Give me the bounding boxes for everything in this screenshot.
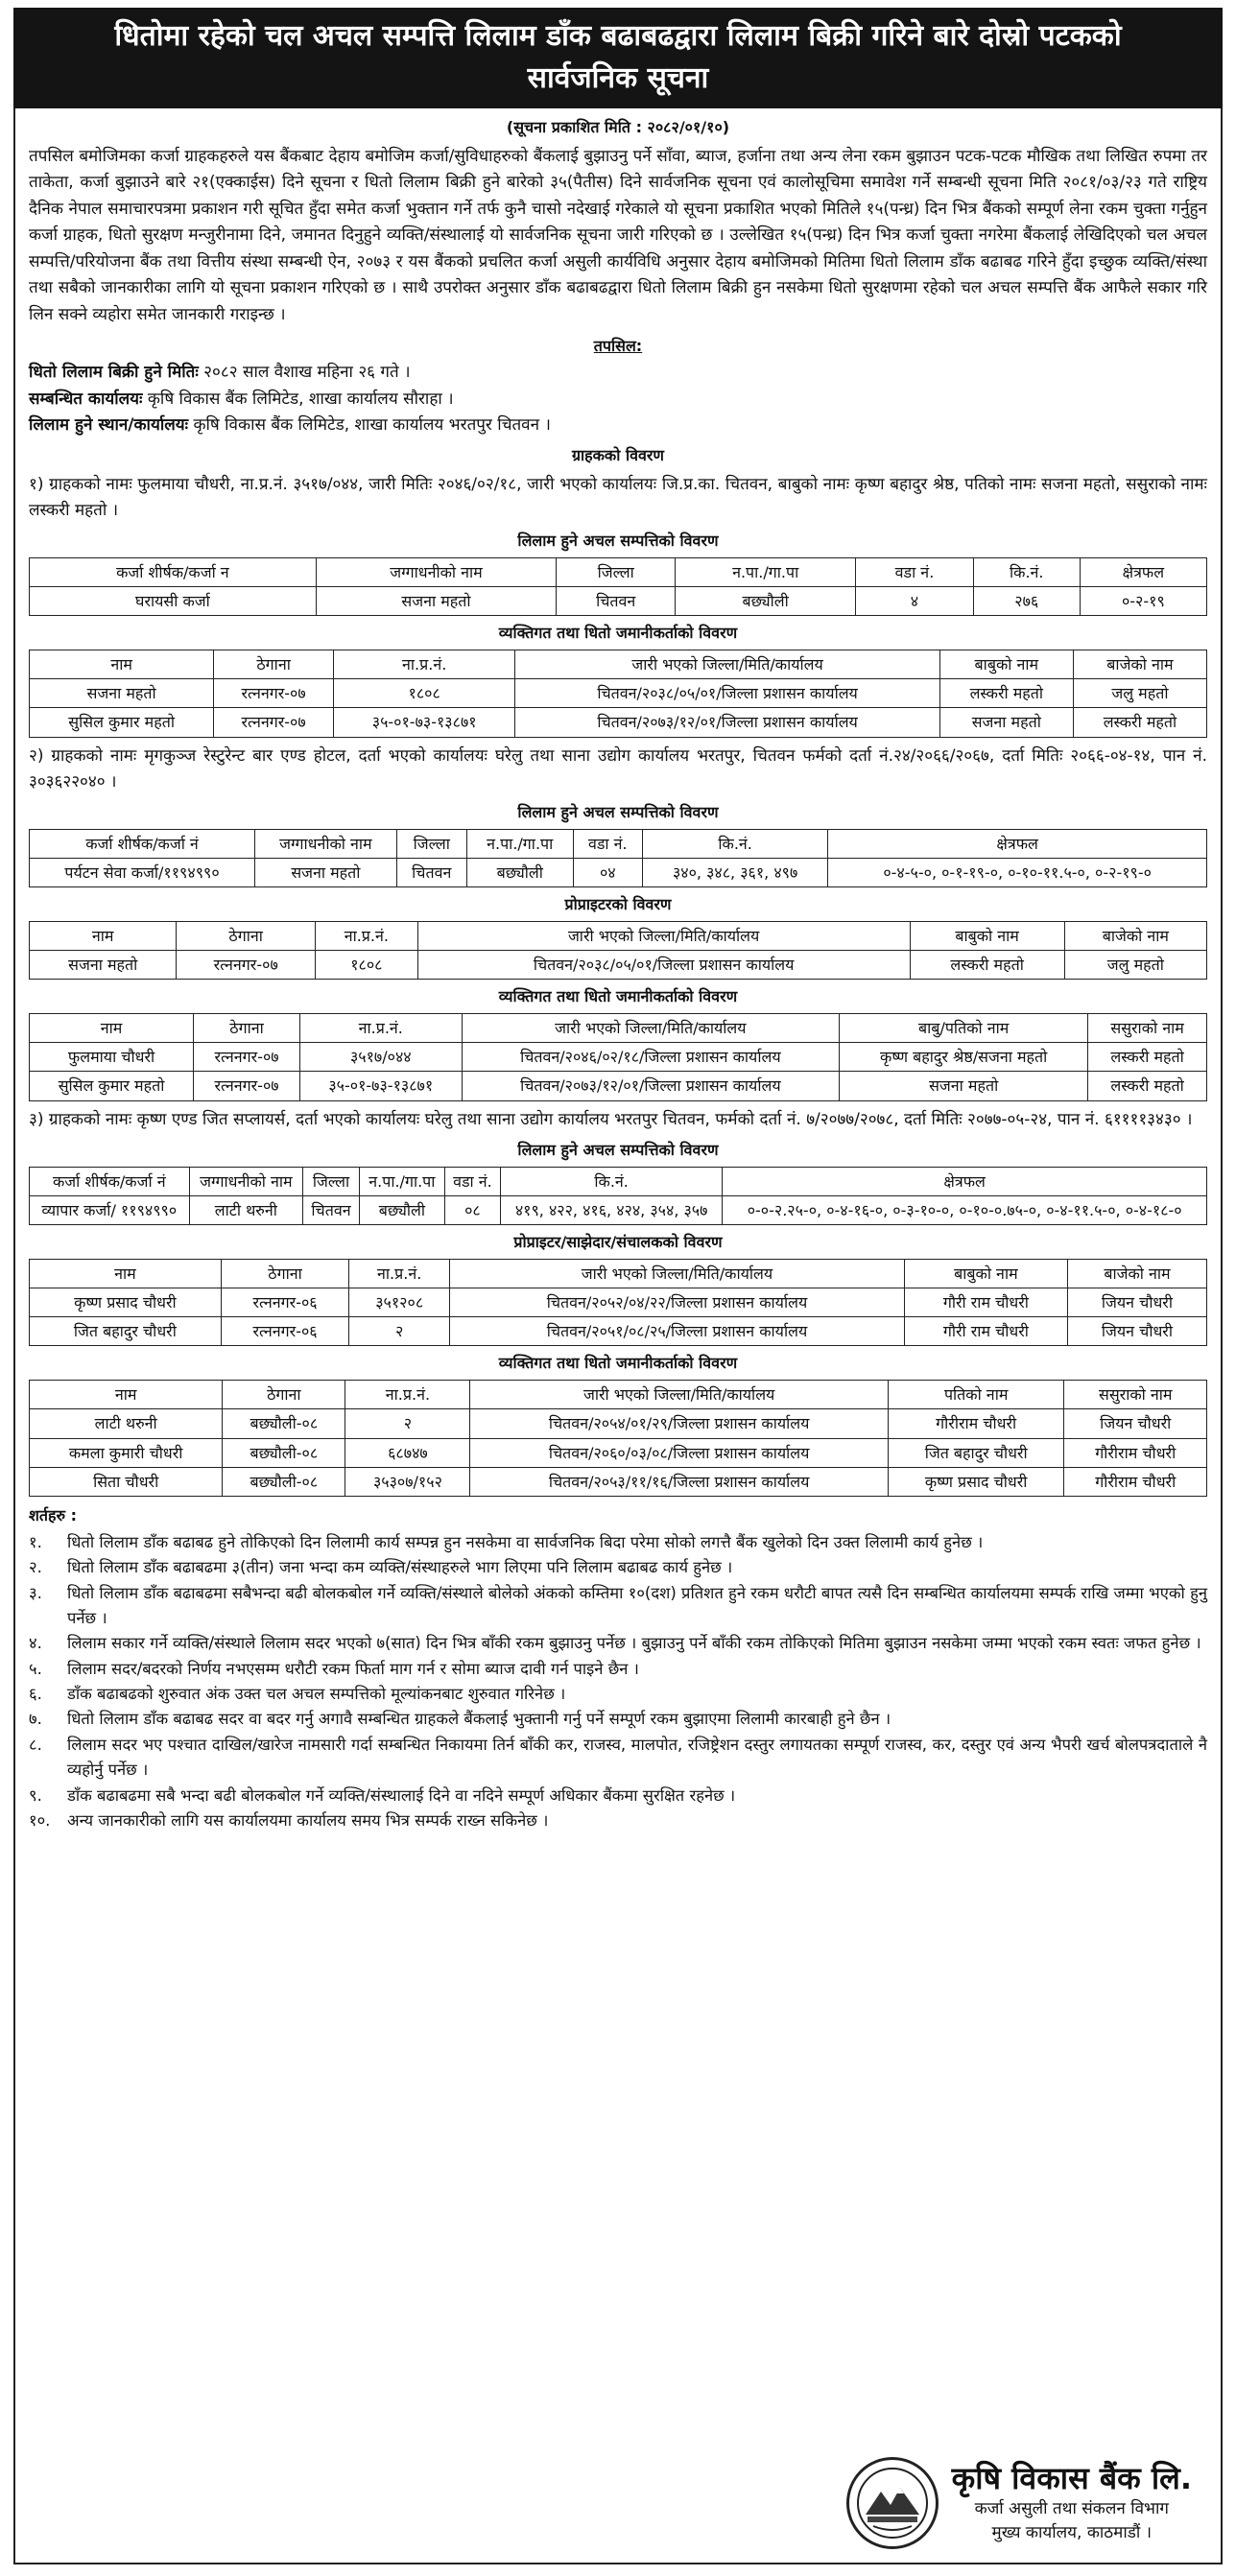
table-row [30,858,1207,886]
table-cell: जियन चौधरी [1067,1288,1206,1317]
term-item [29,1631,1207,1656]
term-text: धितो लिलाम डाँक बढाबढ हुने तोकिएको दिन लिलामी कार्य सम्पन्न हुन नसकेमा वा सार्वजनिक बिदा परेमा सोको लगत्तै बैंक खुलेको दिन उक्त लिलामी कार्य हुनेछ । [67,1532,984,1551]
borrower-3-text: ३) ग्राहकको नामः कृष्ण एण्ड जित सप्लायर्स, दर्ता भएको कार्यालयः घरेलु तथा साना उद्योग कार्यालय भरतपुर चितवन, फर्मको दर्ता नं. ७/२०७७/२०७८, दर्ता मितिः २०७७-०५-२४, पान नं. ६११११३४३० । [29,1109,1193,1129]
table-cell: चितवन/२०३८/०५/०१/जिल्ला प्रशासन कार्यालय [417,951,910,980]
term-item [29,1707,1207,1732]
table-cell: चितवन/२०७३/१२/०१/जिल्ला प्रशासन कार्यालय [515,708,939,737]
column-header: कर्जा शीर्षक/कर्जा नं [30,1167,190,1195]
column-header: जारी भएको जिल्ला/मिति/कार्यालय [515,650,939,679]
table-cell: ३४०, ३४८, ३६१, ४९७ [642,858,827,886]
table-cell: ४१९, ४२२, ४१६, ४२४, ३५४, ३५७ [500,1195,722,1224]
column-header: ठेगाना [177,921,316,950]
column-header: जिल्ला [303,1167,360,1195]
terms-heading: शर्तहरु : [29,1505,78,1524]
column-header: नाम [30,1014,194,1043]
table-cell: जियन चौधरी [1067,1317,1206,1346]
column-header: क्षेत्रफल [723,1167,1207,1195]
table-header-row [30,1014,1207,1043]
column-header: जारी भएको जिल्ला/मिति/कार्यालय [462,1014,840,1043]
table-row [30,1467,1207,1496]
table-cell: चितवन/२०५२/०४/२२/जिल्ला प्रशासन कार्यालय [450,1288,905,1317]
term-item [29,1530,1207,1555]
term-text: धितो लिलाम डाँक बढाबढमा ३(तीन) जना भन्दा कम व्यक्ति/संस्थाहरुले भाग लिएमा पनि लिलाम बढाबढ कार्य हुनेछ । [67,1558,733,1577]
term-text: लिलाम सदर भए पश्चात दाखिल/खारेज नामसारी गर्दा सम्बन्धित निकायमा तिर्न बाँकी कर, राजस्व, मालपोत, रजिष्ट्रेशन दस्तुर लगायतका सम्पूर्ण राजस्व, कर, दस्तुर एवं अन्य भैपरी खर्च बोलपत्रदाताले नै व्यहोर्नु पर्नेछ । [67,1735,1207,1780]
table-cell: रत्ननगर-०६ [221,1288,349,1317]
term-number: ३. [29,1583,42,1602]
term-text: डाँक बढाबढमा सबै भन्दा बढी बोलकबोल गर्ने व्यक्ति/संस्थालाई दिने वा नदिने सम्पूर्ण अधिकार बैंकमा सुरक्षित रहनेछ । [67,1785,736,1805]
intro-paragraph: तपसिल बमोजिमका कर्जा ग्राहकहरुले यस बैंकबाट देहाय बमोजिम कर्जा/सुविधाहरुको बैंकलाई बुझाउनु पर्ने साँवा, ब्याज, हर्जाना तथा अन्य लेना रकम बुझाउन पटक-पटक मौखिक तथा लिखित रुपमा तर ताकेता, कर्जा बुझाउने बारे २१(एक्काईस) दिने सूचना र धितो लिलाम बिक्री हुने बारेको ३५(पैतीस) दिने सार्वजनिक सूचना एवं कालोसूचिमा समावेश गर्ने सम्बन्धी सूचना मिति २०८१/०३/२३ गते राष्ट्रिय दैनिक नेपाल समाचारपत्रमा प्रकाशन गरी सूचित हुँदा समेत कर्जा भुक्तान गर्ने तर्फ कुनै चासो नदेखाई गरेकाले यो सूचना प्रकाशित भएको मितिले १५(पन्ध्र) दिन भित्र बैंकको सम्पूर्ण लेना रकम चुक्ता गर्नुहुन कर्जा ग्राहक, धितो सुरक्षण मन्जुरीनामा दिने, जमानत दिनुहुने व्यक्ति/संस्थालाई यो सार्वजनिक सूचना जारी गरिएको छ । उल्लेखित १५(पन्ध्र) दिन भित्र कर्जा चुक्ता नगरेमा बैंकलाई लेखिदिएको चल अचल सम्पत्ति/परियोजना बैंक तथा वित्तीय संस्था सम्बन्धी ऐन, २०७३ र यस बैंकको प्रचलित कर्जा असुली कार्यविधि अनुसार देहाय बमोजिमको मितिमा धितो लिलाम डाँक बढाबढ गरिने हुँदा इच्छुक व्यक्ति/संस्था तथा सबैको जानकारीका लागि यो सूचना प्रकाशन गरिएको छ । साथै उपरोक्त अनुसार डाँक बढाबढद्वारा धितो लिलाम बिक्री हुन नसकेमा धितो सुरक्षणमा रहेको चल अचल सम्पत्ति बैंक आफैले सकार गरि लिन सक्ने व्यहोरा समेत जानकारी गराइन्छ । [29,146,1207,324]
table-row [30,708,1207,737]
table-header-row [30,829,1207,858]
table-cell: चितवन/२०५३/११/१६/जिल्ला प्रशासन कार्यालय [470,1467,888,1496]
column-header: ठेगाना [223,1381,345,1409]
bank-department: कर्जा असुली तथा संकलन विभाग [974,2498,1169,2518]
table-cell: १८०८ [333,679,514,708]
table-cell: ०-०-२.२५-०, ०-४-१६-०, ०-३-१०-०, ०-१०-०.७५-०, ०-४-११.५-०, ०-४-१८-० [723,1195,1207,1224]
table-cell: घरायसी कर्जा [30,587,317,616]
b1-property-table [29,557,1207,616]
term-item [29,1581,1207,1632]
term-text: अन्य जानकारीको लागि यस कार्यालयमा कार्यालय समय भित्र सम्पर्क राख्न सकिनेछ । [67,1811,549,1831]
table-cell: लस्करी महतो [1073,708,1206,737]
table-cell: जित बहादुर चौधरी [30,1317,222,1346]
table-cell: रत्ननगर-०७ [214,679,334,708]
table-cell: चितवन [396,858,466,886]
column-header: नाम [30,921,177,950]
column-header: जारी भएको जिल्ला/मिति/कार्यालय [450,1259,905,1288]
table-cell: २ [345,1409,470,1438]
column-header: कि.नं. [500,1167,722,1195]
term-text: लिलाम सदर/बदरको निर्णय नभएसम्म धरौटी रकम फिर्ता माग गर्न र सोमा ब्याज दावी गर्न पाइने छैन । [67,1659,639,1678]
table-cell: सुसिल कुमार महतो [30,708,214,737]
office-line [29,387,1207,413]
table-row [30,587,1207,616]
column-header: न.पा./गा.पा [676,557,856,586]
term-number: ९. [29,1785,42,1805]
term-number: ७. [29,1710,42,1729]
table-cell: लस्करी महतो [910,951,1064,980]
table-cell: ३५३०७/१५२ [345,1467,470,1496]
table-cell: ३५१७/०४४ [300,1043,463,1072]
column-header: जग्गाधनीको नाम [316,557,556,586]
table-cell: गौरीराम चौधरी [1064,1467,1207,1496]
table-row [30,1317,1207,1346]
column-header: ना.प्र.नं. [349,1259,450,1288]
table-header-row [30,1167,1207,1195]
column-header: कर्जा शीर्षक/कर्जा न [30,557,317,586]
notice-body [13,108,1223,2564]
table-row [30,951,1207,980]
term-item [29,1808,1207,1833]
table-cell: बछ्यौली-०८ [223,1438,345,1467]
term-text: डाँक बढाबढको शुरुवात अंक उक्त चल अचल सम्पत्तिको मूल्यांकनबाट शुरुवात गरिनेछ । [67,1685,566,1704]
table-cell: बछ्यौली [359,1195,444,1224]
table-cell: बछ्यौली [466,858,573,886]
table-cell: १८०८ [315,951,417,980]
table-cell: २ [349,1317,450,1346]
column-header: पतिको नाम [888,1381,1064,1409]
b3-guarantor-table [29,1380,1207,1497]
bank-head-office: मुख्य कार्यालय, काठमाडौं । [991,2523,1153,2543]
column-header: बाबुको नाम [939,650,1073,679]
column-header: जग्गाधनीको नाम [255,829,397,858]
office-label: सम्बन्धित कार्यालयः [29,389,143,409]
client-details-heading: ग्राहकको विवरण [571,445,664,464]
term-number: १. [29,1532,42,1551]
term-number: २. [29,1558,42,1577]
table-cell: कृष्ण बहादुर श्रेष्ठ/सजना महतो [840,1043,1088,1072]
column-header: बाजेको नाम [1067,1259,1206,1288]
borrower-1-text: १) ग्राहकको नामः फुलमाया चौधरी, ना.प्र.नं. ३५१७/०४४, जारी मितिः २०४६/०२/१८, जारी भएको कार्यालयः जि.प्र.का. चितवन, बाबुको नामः कृष्ण बहादुर श्रेष्ठ, पतिको नामः सजना महतो, ससुराको नामः लस्करी महतो । [29,474,1207,520]
b3-property-heading: लिलाम हुने अचल सम्पत्तिको विवरण [517,1140,719,1159]
table-cell: ०८ [444,1195,500,1224]
table-cell: ०-२-१९ [1080,587,1206,616]
auction-date-line [29,360,1207,386]
table-header-row [30,557,1207,586]
term-text: लिलाम सकार गर्ने व्यक्ति/संस्थाले लिलाम सदर भएको ७(सात) दिन भित्र बाँकी रकम बुझाउनु पर्नेछ । बुझाउनु पर्ने बाँकी रकम तोकिएको मितिमा बुझाउन नसकेमा जम्मा भएको रकम स्वतः जफत हुनेछ । [67,1634,1201,1653]
table-cell: जलु महतो [1073,679,1206,708]
table-cell: कृष्ण प्रसाद चौधरी [30,1288,222,1317]
table-cell: ४ [856,587,974,616]
term-text: धितो लिलाम डाँक बढाबढ सदर वा बदर गर्नु अगावै सम्बन्धित ग्राहकले बैंकलाई भुक्तानी गर्नु पर्ने सम्पूर्ण रकम बुझाएमा लिलामी कारबाही हुने छैन । [67,1710,891,1729]
column-header: क्षेत्रफल [1080,557,1206,586]
table-cell: ६८७४७ [345,1438,470,1467]
table-cell: सजना महतो [939,708,1073,737]
table-cell: लस्करी महतो [1088,1043,1207,1072]
table-cell: कमला कुमारी चौधरी [30,1438,223,1467]
table-cell: चितवन/२०५१/०८/२५/जिल्ला प्रशासन कार्यालय [450,1317,905,1346]
table-row [30,1438,1207,1467]
banner-title-line1: धितोमा रहेको चल अचल सम्पत्ति लिलाम डाँक बढाबढद्वारा लिलाम बिक्री गरिने बारे दोस्रो पटकको [114,19,1122,53]
term-item [29,1733,1207,1784]
table-cell: रत्ननगर-०६ [221,1317,349,1346]
column-header: कर्जा शीर्षक/कर्जा नं [30,829,255,858]
table-row [30,1195,1207,1224]
table-cell: लस्करी महतो [1088,1072,1207,1100]
bank-name-block [952,2460,1192,2545]
term-number: १०. [29,1811,51,1831]
column-header: क्षेत्रफल [828,829,1207,858]
office-value: कृषि विकास बैंक लिमिटेड, शाखा कार्यालय सौराहा । [142,389,454,409]
banner-title-line2: सार्वजनिक सूचना [527,60,709,95]
b1-property-heading: लिलाम हुने अचल सम्पत्तिको विवरण [517,532,719,551]
table-cell: बछ्यौली [676,587,856,616]
table-cell: जलु महतो [1064,951,1206,980]
table-header-row [30,1259,1207,1288]
table-cell: रत्ननगर-०७ [177,951,316,980]
place-value: कृषि विकास बैंक लिमिटेड, शाखा कार्यालय भरतपुर चितवन । [188,414,551,435]
borrower-2-text: २) ग्राहकको नामः मृगकुञ्ज रेस्टुरेन्ट बार एण्ड होटल, दर्ता भएको कार्यालयः घरेलु तथा साना उद्योग कार्यालय भरतपुर, चितवन फर्मको दर्ता नं.२४/२०६६/२०६७, दर्ता मितिः २०६६-०४-१४, पान नं. ३०३६२२०४० । [29,745,1207,792]
table-cell: कृष्ण प्रसाद चौधरी [888,1467,1064,1496]
column-header: न.पा./गा.पा [466,829,573,858]
column-header: वडा नं. [444,1167,500,1195]
table-cell: रत्ननगर-०७ [194,1043,300,1072]
table-header-row [30,650,1207,679]
term-item [29,1784,1207,1808]
table-cell: ०-४-५-०, ०-१-१९-०, ०-१०-११.५-०, ०-२-१९-० [828,858,1207,886]
column-header: ना.प्र.नं. [300,1014,463,1043]
column-header: बाबु/पतिको नाम [840,1014,1088,1043]
table-cell: लस्करी महतो [939,679,1073,708]
column-header: बाजेको नाम [1064,921,1206,950]
table-cell: सुसिल कुमार महतो [30,1072,194,1100]
column-header: ना.प्र.नं. [345,1381,470,1409]
table-cell: ३५-०१-७३-१३८७१ [333,708,514,737]
column-header: बाबुको नाम [910,921,1064,950]
table-header-row [30,921,1207,950]
table-cell: गौरीराम चौधरी [1064,1438,1207,1467]
table-cell: सजना महतो [840,1072,1088,1100]
column-header: वडा नं. [856,557,974,586]
column-header: जिल्ला [396,829,466,858]
table-cell: जित बहादुर चौधरी [888,1438,1064,1467]
table-cell: चितवन/२०७३/१२/०१/जिल्ला प्रशासन कार्यालय [462,1072,840,1100]
column-header: ना.प्र.नं. [333,650,514,679]
column-header: जिल्ला [557,557,676,586]
bank-name: कृषि विकास बैंक लि. [951,2460,1192,2497]
table-cell: गौरीराम चौधरी [888,1409,1064,1438]
column-header: ससुराको नाम [1088,1014,1207,1043]
column-header: कि.नं. [973,557,1080,586]
bank-logo-graphic [854,2465,931,2541]
table-cell: सजना महतो [30,951,177,980]
column-header: कि.नं. [642,829,827,858]
table-row [30,1043,1207,1072]
b3-proprietor-table [29,1259,1207,1347]
column-header: ठेगाना [214,650,334,679]
table-cell: चितवन [303,1195,360,1224]
table-cell: रत्ननगर-०७ [214,708,334,737]
column-header: ठेगाना [221,1259,349,1288]
column-header: बाजेको नाम [1073,650,1206,679]
term-number: ४. [29,1634,42,1653]
table-cell: चितवन/२०४६/०२/१८/जिल्ला प्रशासन कार्यालय [462,1043,840,1072]
b1-guarantor-heading: व्यक्तिगत तथा धितो जमानीकर्ताको विवरण [498,624,738,643]
term-item [29,1682,1207,1707]
b3-property-table [29,1167,1207,1225]
column-header: ससुराको नाम [1064,1381,1207,1409]
b2-guarantor-heading: व्यक्तिगत तथा धितो जमानीकर्ताको विवरण [498,987,738,1006]
table-cell: सजना महतो [255,858,397,886]
column-header: जारी भएको जिल्ला/मिति/कार्यालय [470,1381,888,1409]
table-cell: पर्यटन सेवा कर्जा/११९४९९० [30,858,255,886]
table-cell: चितवन/२०६०/०३/०८/जिल्ला प्रशासन कार्यालय [470,1438,888,1467]
table-cell: गौरी राम चौधरी [904,1288,1067,1317]
term-text: धितो लिलाम डाँक बढाबढमा सबैभन्दा बढी बोलकबोल गर्ने व्यक्ति/संस्थाले बोलेको अंकको कम्तिमा १०(दश) प्रतिशत हुने रकम धरौटी बापत त्यसै दिन सम्बन्धित कार्यालयमा सम्पर्क राखि जम्मा भएको हुनु पर्नेछ । [67,1583,1207,1627]
column-header: जग्गाधनीको नाम [189,1167,303,1195]
table-cell: ३५१२०८ [349,1288,450,1317]
table-cell: रत्ननगर-०७ [194,1072,300,1100]
term-item [29,1657,1207,1682]
publish-date: (सूचना प्रकाशित मिति : २०८२/०१/१०) [506,118,730,136]
table-row [30,1409,1207,1438]
term-number: ६. [29,1685,42,1704]
table-row [30,1288,1207,1317]
column-header: ठेगाना [194,1014,300,1043]
table-row [30,679,1207,708]
auction-date-value: २०८२ साल वैशाख महिना २६ गते । [198,363,411,383]
table-cell: चितवन/२०३८/०५/०१/जिल्ला प्रशासन कार्यालय [515,679,939,708]
column-header: नाम [30,1381,223,1409]
table-row [30,1072,1207,1100]
b2-guarantor-table [29,1013,1207,1101]
table-cell: बछ्यौली-०८ [223,1409,345,1438]
table-cell: सजना महतो [316,587,556,616]
b3-proprietor-heading: प्रोप्राइटर/साझेदार/संचालकको विवरण [513,1233,723,1252]
table-cell: ०४ [573,858,642,886]
tapsil-heading: तपसिल: [593,336,643,355]
place-line [29,413,1207,438]
b2-property-heading: लिलाम हुने अचल सम्पत्तिको विवरण [517,802,719,821]
table-header-row [30,1381,1207,1409]
table-cell: फुलमाया चौधरी [30,1043,194,1072]
column-header: ना.प्र.नं. [315,921,417,950]
table-cell: लाटी थरुनी [189,1195,303,1224]
table-cell: ३५-०१-७३-१३८७१ [300,1072,463,1100]
table-cell: गौरी राम चौधरी [904,1317,1067,1346]
table-cell: व्यापार कर्जा/ ११९४९९० [30,1195,190,1224]
bank-signature [846,2457,1192,2549]
place-label: लिलाम हुने स्थान/कार्यालयः [29,414,189,435]
column-header: बाबुको नाम [904,1259,1067,1288]
term-number: ८. [29,1735,42,1754]
table-cell: सजना महतो [30,679,214,708]
b1-guarantor-table [29,650,1207,738]
b2-proprietor-heading: प्रोप्राइटरको विवरण [564,895,672,914]
table-cell: २७६ [973,587,1080,616]
table-cell: लाटी थरुनी [30,1409,223,1438]
b2-property-table [29,829,1207,887]
column-header: न.पा./गा.पा [359,1167,444,1195]
table-cell: सिता चौधरी [30,1467,223,1496]
column-header: नाम [30,650,214,679]
table-cell: चितवन/२०५४/०१/२९/जिल्ला प्रशासन कार्यालय [470,1409,888,1438]
b2-proprietor-table [29,921,1207,980]
bank-logo-icon [846,2457,939,2549]
table-cell: जियन चौधरी [1064,1409,1207,1438]
term-number: ५. [29,1659,42,1678]
term-item [29,1555,1207,1580]
terms-list [29,1530,1207,1834]
column-header: नाम [30,1259,222,1288]
notice-banner [13,8,1223,108]
table-cell: बछ्यौली-०८ [223,1467,345,1496]
column-header: जारी भएको जिल्ला/मिति/कार्यालय [417,921,910,950]
b3-guarantor-heading: व्यक्तिगत तथा धितो जमानीकर्ताको विवरण [498,1354,738,1373]
auction-date-label: धितो लिलाम बिक्री हुने मितिः [29,363,199,383]
table-cell: चितवन [557,587,676,616]
column-header: वडा नं. [573,829,642,858]
